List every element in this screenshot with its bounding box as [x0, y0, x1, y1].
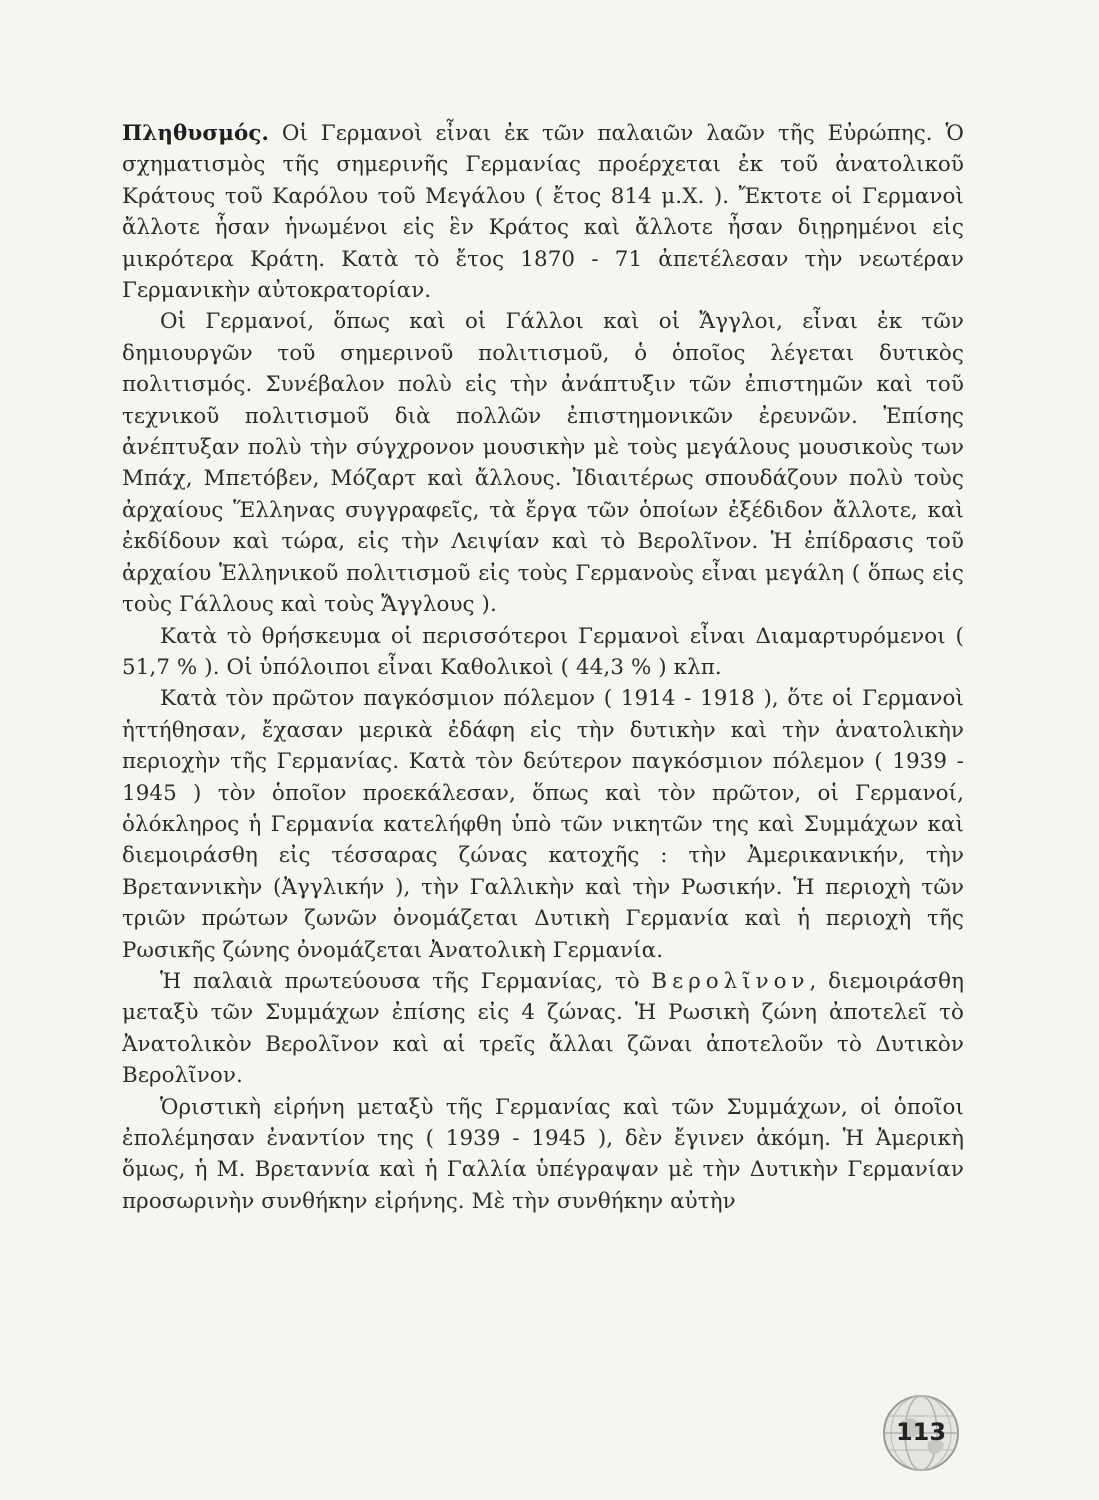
paragraph-berlin	[122, 966, 964, 1092]
paragraph-text: Ὁριστικὴ εἰρήνη μεταξὺ τῆς Γερμανίας καὶ τῶν Συμμάχων, οἱ ὁποῖοι ἐπολέμησαν ἐναντίον της ( 1939 - 1945 ), δὲν ἔγινεν ἀκόμη. Ἡ Ἀμερικὴ ὅμως, ἡ Μ. Βρεταννία καὶ ἡ Γαλλία ὑπέγραψαν μὲ τὴν Δυτικὴν Γερμανίαν προσωρινὴν συνθήκην εἰρήνης. Μὲ τὴν συνθήκην αὐτὴν	[122, 1094, 964, 1214]
spaced-word-berlin: Βερολῖνον	[651, 968, 810, 994]
paragraph-text: Οἱ Γερμανοὶ εἶναι ἐκ τῶν παλαιῶν λαῶν τῆς Εὐρώπης. Ὁ σχηματισμὸς τῆς σημερινῆς Γερμανίας προέρχεται ἐκ τοῦ ἀνατολικοῦ Κράτους τοῦ Καρόλου τοῦ Μεγάλου ( ἔτος 814 μ.Χ. ). Ἔκτοτε οἱ Γερμανοὶ ἄλλοτε ἦσαν ἡνωμένοι εἰς ἓν Κράτος καὶ ἄλλοτε ἦσαν διῃρημένοι εἰς μικρότερα Κράτη. Κατὰ τὸ ἔτος 1870 - 71 ἀπετέλεσαν τὴν νεωτέραν Γερμανικὴν αὐτοκρατορίαν.	[122, 121, 964, 304]
paragraph-religion	[122, 621, 964, 684]
paragraph-text: Ἡ παλαιὰ πρωτεύουσα τῆς Γερμανίας, τὸ	[160, 968, 652, 994]
paragraph-text: Κατὰ τὸ θρήσκευμα οἱ περισσότεροι Γερμανοὶ εἶναι Διαμαρτυρόμενοι ( 51,7 % ). Οἱ ὑπόλοιποι εἶναι Καθολικοὶ ( 44,3 % ) κλπ.	[122, 623, 964, 680]
paragraph-text: Κατὰ τὸν πρῶτον παγκόσμιον πόλεμον ( 1914 - 1918 ), ὅτε οἱ Γερμανοὶ ἡττήθησαν, ἔχασαν μερικὰ ἐδάφη εἰς τὴν δυτικὴν καὶ τὴν ἀνατολικὴν περιοχὴν τῆς Γερμανίας. Κατὰ τὸν δεύτερον παγκόσμιον πόλεμον ( 1939 - 1945 ) τὸν ὁποῖον προεκάλεσαν, ὅπως καὶ τὸν πρῶτον, οἱ Γερμανοί, ὁλόκληρος ἡ Γερμανία κατελήφθη ὑπὸ τῶν νικητῶν της καὶ Συμμάχων καὶ διεμοιράσθη εἰς τέσσαρας ζώνας κατοχῆς : τὴν Ἀμερικανικήν, τὴν Βρεταννικὴν (Ἀγγλικήν ), τὴν Γαλλικὴν καὶ τὴν Ρωσικήν. Ἡ περιοχὴ τῶν τριῶν πρώτων ζωνῶν ὀνομάζεται Δυτικὴ Γερμανία καὶ ἡ περιοχὴ τῆς Ρωσικῆς ζώνης ὀνομάζεται Ἀνατολικὴ Γερμανία.	[122, 686, 964, 963]
paragraph-text: Οἱ Γερμανοί, ὅπως καὶ οἱ Γάλλοι καὶ οἱ Ἄγγλοι, εἶναι ἐκ τῶν δημιουργῶν τοῦ σημερινοῦ πολιτισμοῦ, ὁ ὁποῖος λέγεται δυτικὸς πολιτισμός. Συνέβαλον πολὺ εἰς τὴν ἀνάπτυξιν τῶν ἐπιστημῶν καὶ τοῦ τεχνικοῦ πολιτισμοῦ διὰ πολλῶν ἐπιστημονικῶν ἐρευνῶν. Ἐπίσης ἀνέπτυξαν πολὺ τὴν σύγχρονον μουσικὴν μὲ τοὺς μεγάλους μουσικοὺς των Μπάχ, Μπετόβεν, Μόζαρτ καὶ ἄλλους. Ἰδιαιτέρως σπουδάζουν πολὺ τοὺς ἀρχαίους Ἕλληνας συγγραφεῖς, τὰ ἔργα τῶν ὁποίων ἐξέδιδον ἄλλοτε, καὶ ἐκδίδουν καὶ τώρα, εἰς τὴν Λειψίαν καὶ τὸ Βερολῖνον. Ἡ ἐπίδρασις τοῦ ἀρχαίου Ἑλληνικοῦ πολιτισμοῦ εἰς τοὺς Γερμανοὺς εἶναι μεγάλη ( ὅπως εἰς τοὺς Γάλλους καὶ τοὺς Ἄγγλους ).	[122, 309, 964, 618]
paragraph-text: , διεμοιράσθη μεταξὺ τῶν Συμμάχων ἐπίσης εἰς 4 ζώνας. Ἡ Ρωσικὴ ζώνη ἀποτελεῖ τὸ Ἀνατολικὸν Βερολῖνον καὶ αἱ τρεῖς ἄλλαι ζῶναι ἀποτελοῦν τὸ Δυτικὸν Βερολῖνον.	[122, 968, 964, 1089]
page-text-block	[122, 118, 964, 1408]
paragraph-civilization	[122, 306, 964, 620]
page-number-badge	[880, 1392, 962, 1474]
paragraph-population	[122, 118, 964, 306]
paragraph-peace	[122, 1092, 964, 1218]
section-heading: Πληθυσμός.	[122, 121, 270, 146]
page-number: 113	[895, 1418, 947, 1446]
paragraph-world-wars	[122, 683, 964, 966]
